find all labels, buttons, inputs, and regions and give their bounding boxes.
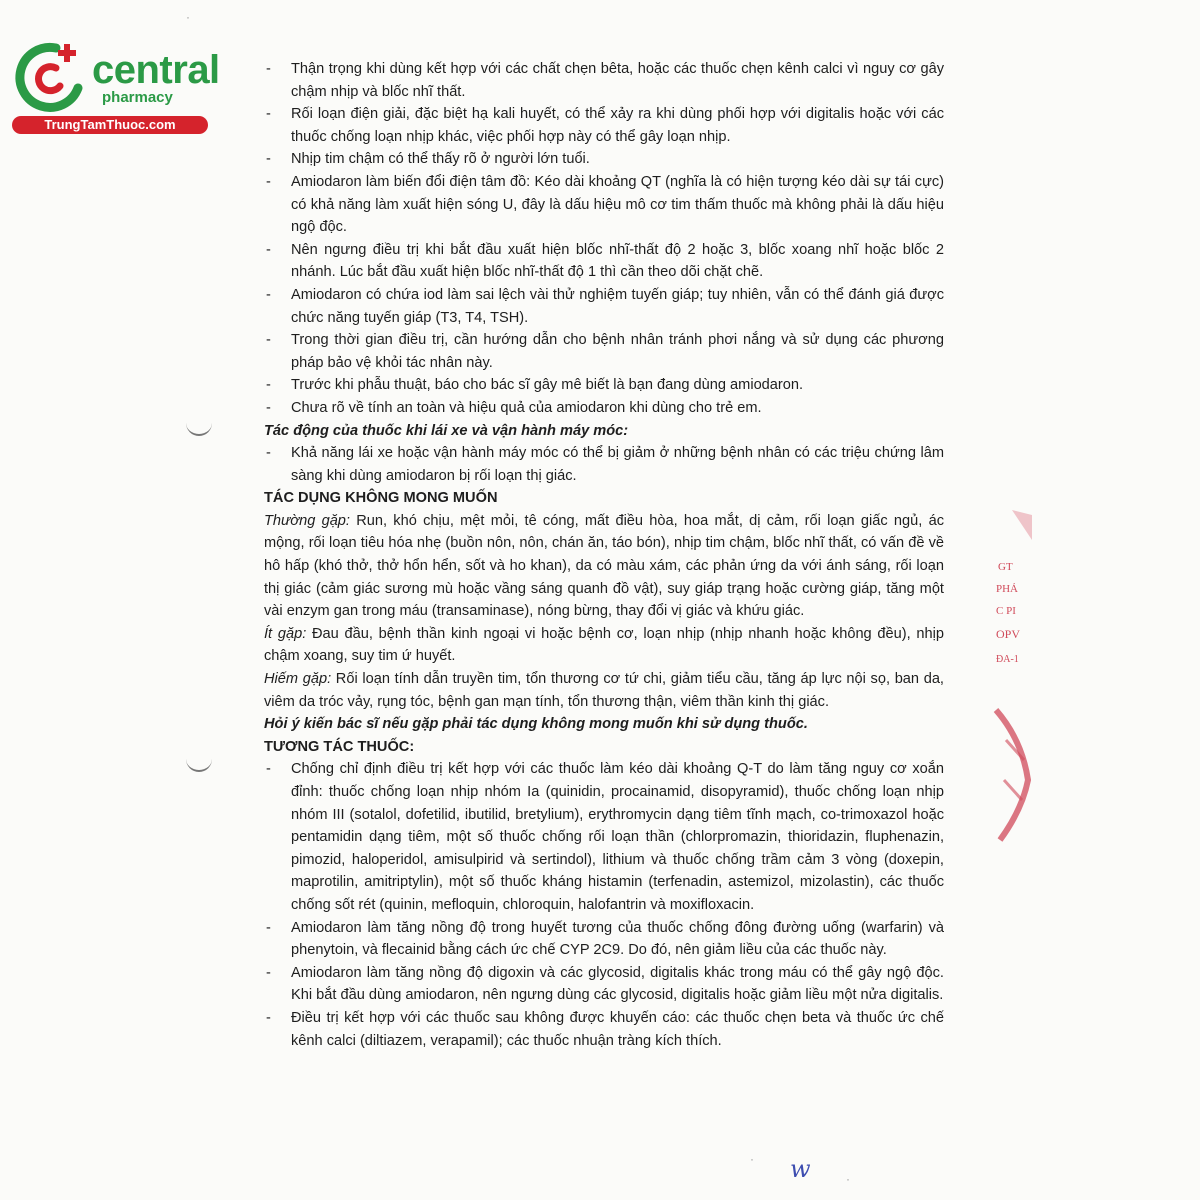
list-item: - Rối loạn điện giải, đặc biệt hạ kali huyết, có thể xảy ra khi dùng phối hợp với digitalis hoặc với các thuốc chống loạn nhịp khác, việc phối hợp này có thể gây loạn nhịp. <box>264 103 944 148</box>
list-item: - Trong thời gian điều trị, cần hướng dẫn cho bệnh nhân tránh phơi nắng và sử dụng các phương pháp bảo vệ khỏi tác nhân này. <box>264 329 944 374</box>
rare-text: Rối loạn tính dẫn truyền tim, tổn thương cơ tứ chi, giảm tiểu cầu, tăng áp lực nội sọ, ban da, viêm da tróc vảy, rụng tóc, bệnh gan mạn tính, tổn thương thận, viêm thần kinh thị giác. <box>264 671 944 710</box>
punch-hole-top <box>186 420 212 436</box>
interactions-list <box>264 758 944 1052</box>
stamp-text-1: GT <box>998 561 1013 573</box>
list-item: - Amiodaron có chứa iod làm sai lệch vài thử nghiệm tuyến giáp; tuy nhiên, vẫn có thể đánh giá được chức năng tuyến giáp (T3, T4, TSH). <box>264 284 944 329</box>
side-effects-uncommon <box>264 623 944 668</box>
scan-mark: · <box>750 1152 754 1166</box>
stamp-text-4: OPV <box>996 627 1021 641</box>
uncommon-text: Đau đầu, bệnh thần kinh ngoại vi hoặc bệnh cơ, loạn nhịp (nhịp nhanh hoặc không đều), nhịp chậm xoang, suy tim ứ huyết. <box>264 625 944 665</box>
list-item: - Amiodaron làm tăng nồng độ trong huyết tương của thuốc chống đông đường uống (warfarin) và phenytoin, và flecainid bằng cách ức chế CYP 2C9. Do đó, nên giảm liều của các thuốc này. <box>264 917 944 962</box>
list-item: - Thận trọng khi dùng kết hợp với các chất chẹn bêta, hoặc các thuốc chẹn kênh calci vì nguy cơ gây chậm nhịp và blốc nhĩ thất. <box>264 58 944 103</box>
side-effects-common <box>264 510 944 623</box>
scan-mark-2: · <box>846 1172 850 1186</box>
side-effects-heading: TÁC DỤNG KHÔNG MONG MUỐN <box>264 490 498 507</box>
list-item: - Amiodaron làm tăng nồng độ digoxin và các glycosid, digitalis khác trong máu có thể gây ngộ độc. Khi bắt đầu dùng amiodaron, nên ngưng dùng các glycosid, digitalis hoặc giảm liều một nửa digitalis. <box>264 962 944 1007</box>
handwritten-mark: w <box>790 1155 811 1183</box>
list-item: - Chưa rõ về tính an toàn và hiệu quả của amiodaron khi dùng cho trẻ em. <box>264 397 944 420</box>
brand-subtitle: pharmacy <box>102 89 173 106</box>
driving-list <box>264 442 944 487</box>
rare-label: Hiếm gặp: <box>264 671 332 688</box>
interactions-heading: TƯƠNG TÁC THUỐC: <box>264 738 415 755</box>
list-item: - Nên ngưng điều trị khi bắt đầu xuất hiện blốc nhĩ-thất độ 2 hoặc 3, blốc xoang nhĩ hoặc blốc 2 nhánh. Lúc bắt đầu xuất hiện blốc nhĩ-thất độ 1 thì cần theo dõi chặt chẽ. <box>264 239 944 284</box>
stamp-text-3: C PI <box>996 605 1016 617</box>
scan-mark-3: · <box>186 10 190 24</box>
list-item: - Amiodaron làm biến đổi điện tâm đồ: Kéo dài khoảng QT (nghĩa là có hiện tượng kéo dài sự tái cực) có khả năng làm xuất hiện sóng U, đây là dấu hiệu mô cơ tim thấm thuốc mà không phải là dấu hiệu ngộ độc. <box>264 171 944 239</box>
side-effects-rare <box>264 668 944 713</box>
punch-hole-bottom <box>186 756 212 772</box>
document-body <box>264 58 944 1052</box>
list-item: - Nhịp tim chậm có thể thấy rõ ở người lớn tuổi. <box>264 148 944 171</box>
list-item: - Trước khi phẫu thuật, báo cho bác sĩ gây mê biết là bạn đang dùng amiodaron. <box>264 374 944 397</box>
common-label: Thường gặp: <box>264 512 350 529</box>
brand-name: central <box>92 48 220 92</box>
brand-website: TrungTamThuoc.com <box>12 116 208 134</box>
stamp-text-2: PHẢ <box>996 583 1019 595</box>
brand-logo <box>10 38 220 138</box>
uncommon-label: Ít gặp: <box>264 625 307 642</box>
list-item: - Chống chỉ định điều trị kết hợp với các thuốc làm kéo dài khoảng Q-T do làm tăng nguy cơ xoắn đỉnh: thuốc chống loạn nhịp nhóm Ia (quinidin, procainamid, disopyramid), thuốc chống loạn nhịp nhóm III (sotalol, dofetilid, ibutilid, bretylium), erythromycin dạng tiêm tĩnh mạch, co-trimoxazol hoặc pentamidin dạng tiêm, một số thuốc chống rối loạn thần (chlorpromazin, thioridazin, fluphenazin, pimozid, haloperidol, amisulpirid và sertindol), lithium và thuốc chống trầm cảm 3 vòng (doxepin, maprotilin, amitriptylin), một số thuốc kháng histamin (terfenadin, astemizol, mizolastin), các thuốc chống sốt rét (quinin, mefloquin, chloroquin, halofantrin và moxifloxacin. <box>264 758 944 916</box>
driving-heading: Tác động của thuốc khi lái xe và vận hành máy móc: <box>264 422 629 439</box>
precautions-list <box>264 58 944 420</box>
list-item: - Khả năng lái xe hoặc vận hành máy móc có thể bị giảm ở những bệnh nhân có các triệu chứng lâm sàng khi dùng amiodaron bị rối loạn thị giác. <box>264 442 944 487</box>
list-item: - Điều trị kết hợp với các thuốc sau không được khuyến cáo: các thuốc chẹn beta và thuốc ức chế kênh calci (diltiazem, verapamil); các thuốc nhuận tràng kích thích. <box>264 1007 944 1052</box>
central-pharmacy-logo-icon <box>10 38 90 118</box>
red-stamp <box>992 510 1032 850</box>
side-effects-advice: Hỏi ý kiến bác sĩ nếu gặp phải tác dụng không mong muốn khi sử dụng thuốc. <box>264 716 808 733</box>
stamp-text-5: ĐA-1 <box>996 654 1019 665</box>
common-text: Run, khó chịu, mệt mỏi, tê cóng, mất điều hòa, hoa mắt, dị cảm, rối loạn giấc ngủ, ác mộng, rối loạn tiêu hóa nhẹ (buồn nôn, nôn, chán ăn, táo bón), nhịp tim chậm, blốc nhĩ thất, có vấn đề về hô hấp (khó thở, thở hổn hển, sốt và ho khan), da có màu xám, các phản ứng da với ánh sáng, rối loạn thị giác (cảm giác sương mù hoặc vầng sáng quanh đồ vật), suy giáp trạng hoặc cường giáp, tăng một vài enzym gan trong máu (transaminase), nóng bừng, thay đổi vị giác và khứu giác. <box>264 512 944 620</box>
